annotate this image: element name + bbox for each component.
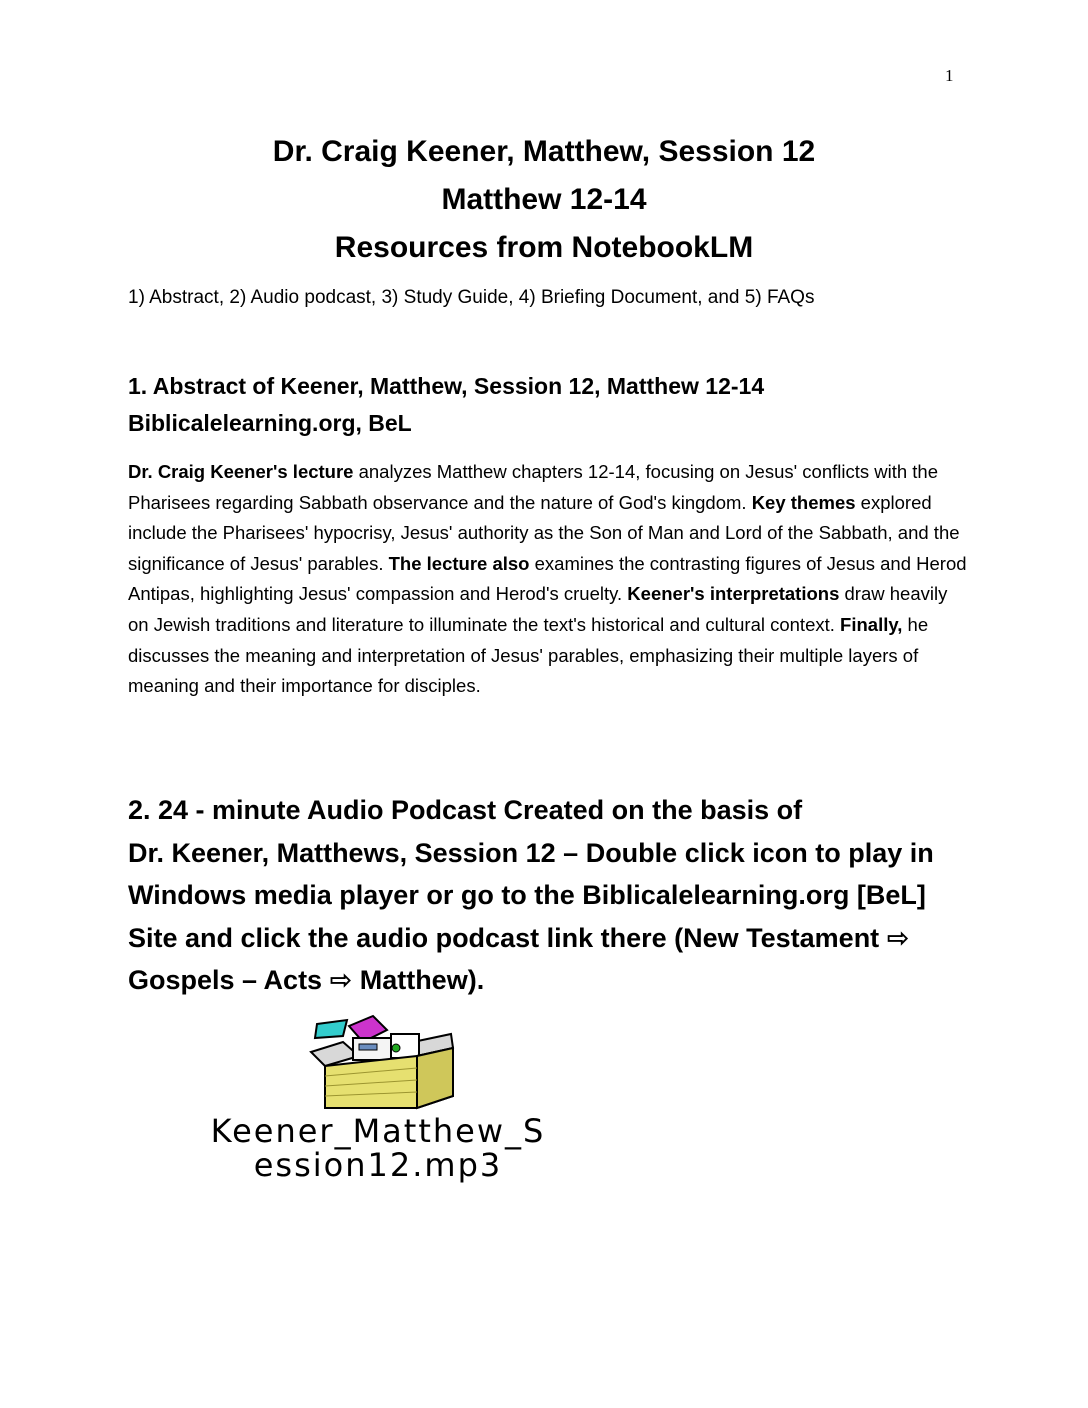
podcast-heading-line-2: Dr. Keener, Matthews, Session 12 – Double click icon to play in <box>128 837 934 868</box>
document-title <box>0 128 1088 272</box>
abstract-text-3: examines the contrasting figures of Jesus and Herod Antipas, highlighting Jesus' compassion and Herod's cruelty. <box>128 552 967 605</box>
abstract-heading-line-2: Biblicalelearning.org, BeL <box>128 410 412 436</box>
podcast-line-4-text: Site and click the audio podcast link there (New Testament <box>128 922 887 953</box>
abstract-bold-4: Keener's interpretations <box>627 583 840 605</box>
podcast-heading-line-5 <box>128 959 978 1002</box>
abstract-bold-5: Finally, <box>840 613 903 635</box>
abstract-bold-3: The lecture also <box>388 552 530 574</box>
abstract-text-2: explored include the Pharisees' hypocrisy, Jesus' authority as the Son of Man and Lord of the Sabbath, and the significance of Jesus' parables. <box>128 491 960 574</box>
title-line-3: Resources from NotebookLM <box>334 231 754 264</box>
title-line-1: Dr. Craig Keener, Matthew, Session 12 <box>272 135 816 168</box>
abstract-text-5: he discusses the meaning and interpretation of Jesus' parables, emphasizing their multiple layers of meaning and their importance for disciples. <box>128 613 929 697</box>
podcast-heading-line-3: Windows media player or go to the Biblicalelearning.org [BeL] <box>128 880 926 910</box>
abstract-bold-2: Key themes <box>751 491 856 513</box>
podcast-heading-line-4 <box>128 917 978 960</box>
page-number: 1 <box>945 66 954 85</box>
abstract-paragraph <box>128 457 968 702</box>
abstract-text-4: draw heavily on Jewish traditions and literature to illuminate the text's historical and cultural context. <box>128 583 948 635</box>
mp3-file-label[interactable] <box>128 1114 628 1182</box>
podcast-line-5-b: Matthew). <box>352 965 485 995</box>
arrow-right-icon: ⇨ <box>886 922 910 953</box>
title-line-2: Matthew 12-14 <box>441 183 647 216</box>
mp3-attachment[interactable] <box>128 1012 628 1192</box>
podcast-heading <box>128 789 978 1002</box>
podcast-line-5-a: Gospels – Acts <box>128 965 330 995</box>
abstract-text-1: analyzes Matthew chapters 12-14, focusing on Jesus' conflicts with the Pharisees regarding Sabbath observance and the nature of God's kingdom. <box>128 461 938 513</box>
abstract-heading-line-1: 1. Abstract of Keener, Matthew, Session 12, Matthew 12-14 <box>128 373 765 399</box>
resources-list: 1) Abstract, 2) Audio podcast, 3) Study Guide, 4) Briefing Document, and 5) FAQs <box>128 287 815 308</box>
file-label-line-1: Keener_Matthew_S <box>210 1112 546 1150</box>
package-icon[interactable] <box>303 1012 463 1112</box>
abstract-heading <box>128 368 968 442</box>
abstract-bold-1: Dr. Craig Keener's lecture <box>128 461 354 482</box>
arrow-right-icon: ⇨ <box>329 965 353 995</box>
podcast-heading-line-1: 2. 24 - minute Audio Podcast Created on the basis of <box>128 795 803 825</box>
file-label-line-2: ession12.mp3 <box>253 1146 503 1184</box>
